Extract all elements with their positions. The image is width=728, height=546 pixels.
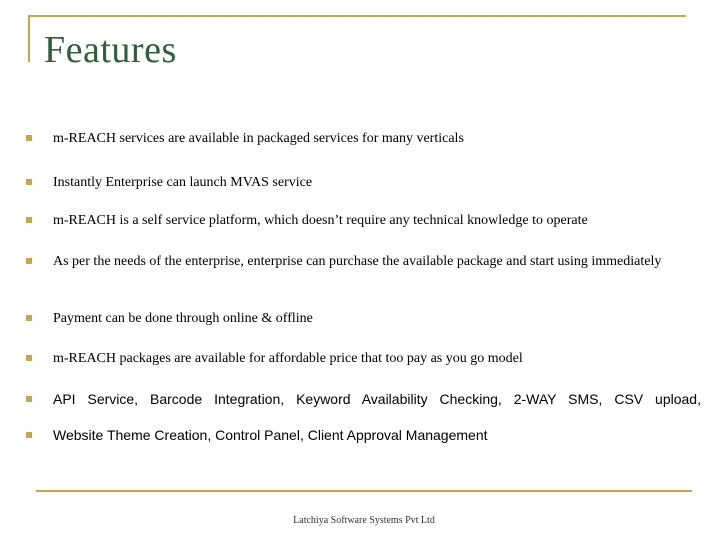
bullet-marker-icon <box>26 135 32 141</box>
bullet-marker-icon <box>26 396 32 402</box>
top-gold-rule <box>28 15 686 17</box>
bullet-marker-icon <box>26 179 32 185</box>
bullet-marker-icon <box>26 315 32 321</box>
bullet-item: m-REACH is a self service platform, which doesn’t require any technical knowledge to operate <box>53 213 588 228</box>
bullet-marker-icon <box>26 258 32 264</box>
bullet-item: Instantly Enterprise can launch MVAS service <box>53 175 313 190</box>
bullet-marker-icon <box>26 355 32 361</box>
bullet-item: m-REACH packages are available for affordable price that too pay as you go model <box>53 351 523 366</box>
left-gold-rule <box>28 15 30 62</box>
bullet-item: As per the needs of the enterprise, enterprise can purchase the available package and start using immediately <box>53 254 662 269</box>
slide-title: Features <box>44 29 177 71</box>
bullet-item: Payment can be done through online & offline <box>53 311 313 326</box>
bottom-gold-rule <box>36 490 692 492</box>
bullet-marker-icon <box>26 217 32 223</box>
bullet-marker-icon <box>26 432 32 438</box>
footer-company-name: Latchiya Software Systems Pvt Ltd <box>293 515 435 526</box>
bullet-item: m-REACH services are available in packaged services for many verticals <box>53 131 464 146</box>
bullet-item: Website Theme Creation, Control Panel, Client Approval Management <box>53 427 488 443</box>
bullet-item: API Service, Barcode Integration, Keyword Availability Checking, 2-WAY SMS, CSV upload, <box>53 391 701 407</box>
